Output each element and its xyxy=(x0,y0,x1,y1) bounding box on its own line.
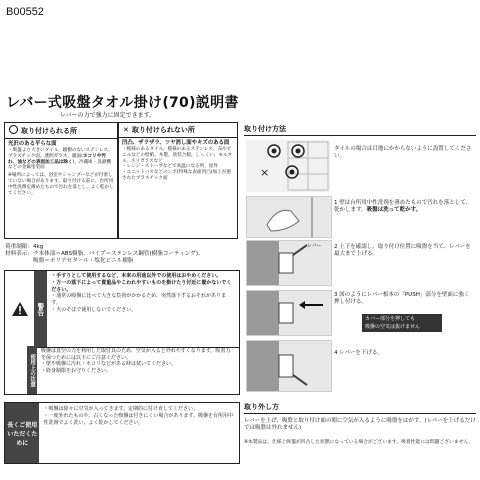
ng-body-3: ・ユニットバスなどのシボ(特殊な表面凹凸)加工が施されたプラスチック面 xyxy=(122,170,231,181)
step1 xyxy=(334,200,474,214)
ng-head-text: 取り付けられない所 xyxy=(131,126,195,134)
ok-body-2: ホコリや汚れ、油などの表面加工品は除く xyxy=(8,153,106,165)
ng-body-1: ・模様のあるタイル、模様のあるステンレス、布やビニルなどの壁紙、木製、塗装合板、しっくい、モルタル、スリガラスなど xyxy=(122,147,233,164)
ok-body xyxy=(8,148,114,196)
step3 xyxy=(334,292,474,306)
warning-icon-cell xyxy=(5,271,34,347)
product-code: B00552 xyxy=(6,6,44,18)
circle-icon xyxy=(9,125,18,134)
ok-header xyxy=(5,123,117,139)
material-1: 材料表示：ラ本体部＝ABS樹脂、パイプ＝ステンレス鋼管(樹脂コーティング)、 xyxy=(5,251,204,257)
caution-label-text: 使用上の注意 xyxy=(29,353,36,387)
caution-section xyxy=(4,346,240,395)
load-limit: 荷重制限：4kg xyxy=(5,244,44,250)
warning-label-text: 警告 xyxy=(36,302,45,316)
ng-box xyxy=(118,122,238,239)
cloth-wipe-icon xyxy=(247,197,331,237)
longuse-section xyxy=(4,402,240,464)
tile-note: タイルの場合は目地にかからないように設置してください。 xyxy=(334,146,472,159)
ok-body-1: ・吸盤より大きいタイル、鏡樹のないステンレス、プラスチック面、透明ガラス、鏡面( xyxy=(8,148,113,159)
tile-illustration xyxy=(246,140,330,192)
ok-body-3: )、冷蔵庫・洗濯機などの金属塗装面 xyxy=(8,159,112,171)
removal-head: 取り外し方 xyxy=(244,403,279,411)
install-divider xyxy=(244,135,476,136)
specs xyxy=(5,244,237,265)
step1-num: 1 xyxy=(334,200,338,206)
push-arrow-icon xyxy=(247,291,331,335)
step1-text: 壁は台所用中性洗剤を薄めたもので汚れを落として、乾かします。 xyxy=(334,200,472,213)
warning-section xyxy=(4,270,240,348)
caution-line-3: ・終身制限をお守りください。 xyxy=(40,367,111,374)
step4-illustration xyxy=(246,340,332,392)
step4-text: レバーを下げる。 xyxy=(339,350,383,356)
step2-num: 2 xyxy=(334,244,338,250)
step4-num: 4 xyxy=(334,350,338,356)
ok-note: ※場所によっては、浴室やシャンプーなどが付着していない場合があります。取り付ける前に、台所用中性洗剤を薄めたもので汚れを落とし、よく乾かしてください。 xyxy=(8,173,114,196)
ng-body xyxy=(122,147,234,182)
step1-bold: 吸盤は洗って乾かす。 xyxy=(366,207,422,213)
step4 xyxy=(334,350,474,357)
lever-label: レバー xyxy=(307,243,322,249)
caution-line-2: ・壁や吸盤に汚れ・ホコリなどがある時は拭いてください。 xyxy=(40,361,176,368)
ok-box xyxy=(4,122,118,239)
cover-note-1: カバー部分を押しても xyxy=(365,316,416,322)
cross-icon: ✕ xyxy=(123,126,129,134)
install-head: 取り付け方法 xyxy=(244,125,286,133)
cover-note xyxy=(362,314,442,332)
warning-line-1: ・手すりとして使用するなど、本来の用途以外での使用はおやめください。 xyxy=(51,273,222,279)
step2 xyxy=(334,244,474,258)
longuse-label: 長くご使用いただくために xyxy=(5,403,39,463)
cover-note-2: 吸盤の空気は抜けません xyxy=(365,324,421,330)
warning-label xyxy=(34,271,47,347)
removal-text: レバーを上げ、吸盤と取り付け面の間に空気が入るように吸盤をはがす。(レバーを上げるだけでは吸盤は外れません) xyxy=(244,418,476,431)
longuse-line-2: ・一度外れたものや、古くなった吸盤は付きにくい場合があります。吸盤を台所用中性洗剤でよく洗い、よく乾かしてください。 xyxy=(43,412,233,426)
warning-lines xyxy=(47,271,239,347)
longuse-lines xyxy=(39,403,239,463)
ok-head-text: 取り付けられる所 xyxy=(21,127,77,135)
caution-lines xyxy=(37,346,239,394)
step2-illustration xyxy=(246,240,332,286)
step3-num: 3 xyxy=(334,292,338,298)
caution-label xyxy=(27,346,37,394)
warning-line-4: ・火のそばで使用しないでください。 xyxy=(51,306,137,313)
material-2: 吸盤＝ポリアセタール・塩化ビニル樹脂 xyxy=(33,258,134,264)
tile-grid-icon xyxy=(246,140,330,192)
page-title: レバー式吸盤タオル掛け(70)説明書 xyxy=(6,95,239,111)
lever-down-icon xyxy=(247,341,331,391)
step2-text: 上下を確認し、取り付け位置に吸盤を当て、レバーを最大まで上げる。 xyxy=(334,244,471,257)
step1-illustration xyxy=(246,196,332,238)
svg-text:×: × xyxy=(260,166,270,179)
warning-triangle-icon xyxy=(11,301,29,317)
warning-line-2: ・万一の落下によって貴重品やこわれやすいものを掛けたり付近に置かないでください。 xyxy=(51,279,232,293)
ng-lead: 凹凸、ザラザラ、ツヤ消し面やキズのある面 xyxy=(122,140,230,146)
caution-spacer xyxy=(5,346,27,394)
warning-line-3: ・通常の吸盤に比べて大きな負荷がかかるため、突然落下するおそれがあります。 xyxy=(51,293,227,307)
ok-lead: 光沢のある平らな面 xyxy=(8,141,57,147)
caution-line-1: 吸盤は真空の力を利用した取付具のため、空気が入ると外れやすくなります。吸着力を保つためには以下にご注意ください。 xyxy=(40,348,231,361)
step3-illustration xyxy=(246,290,332,336)
removal-divider xyxy=(244,413,476,414)
longuse-line-1: ・吸盤は徐々に空気が入ってきます。定期的に付け直してください。 xyxy=(43,406,199,412)
page-subtitle: レバーの力で強力に固定できます。 xyxy=(60,112,156,119)
removal-note: ※本製品は、仕様上吸盤が凹凸した状態になっている場合がございます。吸着性能には問題ございません。 xyxy=(244,440,474,445)
ng-header xyxy=(119,123,237,138)
step3-text: 図のようにレバー根本の「PUSH」部分を壁面に強く押し付ける。 xyxy=(334,292,470,305)
ng-body-2: ・レンジ・ストーブなどで高温になる所、屋外 xyxy=(122,164,219,170)
